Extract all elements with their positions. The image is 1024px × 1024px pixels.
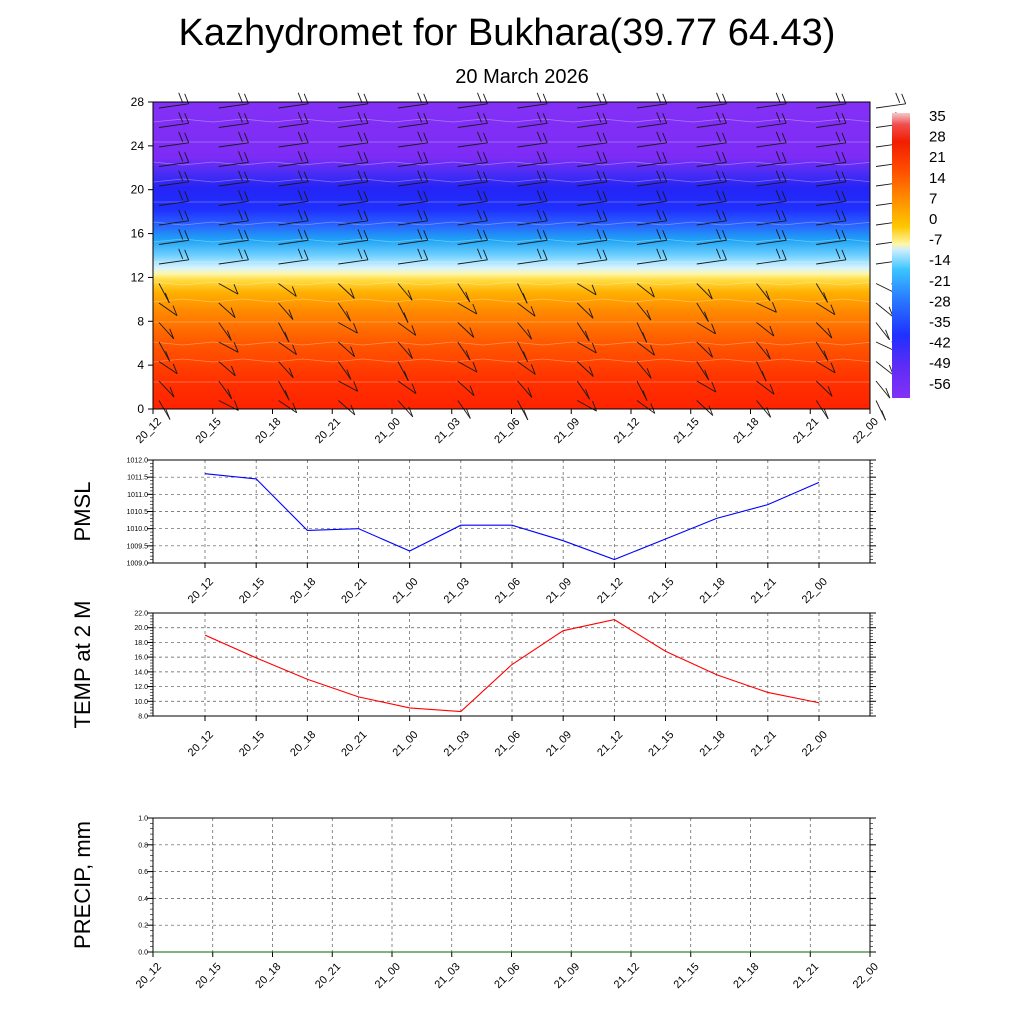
colorbar-label: 0: [929, 211, 938, 228]
heatmap-ytick-label: 28: [130, 95, 144, 109]
heatmap-xtick-label: 21_15: [671, 415, 702, 446]
precip-ylabel: PRECIP, mm: [70, 821, 95, 949]
heatmap-field: [153, 102, 870, 409]
colorbar-label: 35: [929, 108, 946, 125]
pmsl-ytick-label: 1010.5: [126, 509, 148, 516]
chart-title: Kazhydromet for Bukhara(39.77 64.43): [178, 12, 836, 54]
temp-xtick-label: 22_00: [799, 728, 830, 759]
heatmap-xtick-label: 20_15: [193, 415, 224, 446]
precip-xtick-label: 21_18: [731, 960, 762, 991]
temp-ylabel: TEMP at 2 M: [70, 600, 95, 729]
precip-xtick-label: 21_09: [552, 960, 583, 991]
pmsl-ytick-label: 1010.0: [126, 526, 148, 534]
pmsl-xtick-label: 21_06: [492, 575, 523, 606]
precip-xtick-label: 21_21: [791, 960, 822, 991]
pmsl-xtick-label: 20_12: [185, 575, 216, 606]
temp-xtick-label: 21_09: [543, 728, 575, 759]
chart-subtitle: 20 March 2026: [455, 66, 589, 88]
colorbar-label: -49: [929, 355, 951, 373]
precip-xtick-label: 20_21: [313, 960, 344, 991]
precip-xtick-label: 21_12: [611, 960, 642, 991]
pmsl-xtick-label: 21_09: [543, 575, 575, 606]
colorbar-label: -42: [929, 334, 951, 352]
pmsl-ytick-label: 1009.5: [126, 543, 148, 551]
pmsl-ytick-label: 1011.5: [127, 474, 148, 482]
temp-xtick-label: 21_06: [492, 728, 523, 759]
heatmap-ytick-label: 24: [130, 138, 144, 153]
precip-ytick-label: 0.2: [138, 922, 148, 930]
temp-ytick-label: 12.0: [134, 684, 148, 692]
heatmap-xtick-label: 21_03: [432, 415, 463, 446]
precip-xtick-label: 22_00: [850, 960, 881, 991]
heatmap-ytick-label: 8: [137, 314, 144, 329]
colorbar-label: -7: [929, 231, 943, 249]
precip-xtick-label: 21_15: [671, 960, 702, 991]
heatmap-ytick-label: 20: [130, 182, 144, 197]
temp-xtick-label: 21_00: [390, 728, 421, 759]
heatmap-ytick-label: 16: [130, 226, 144, 241]
heatmap-xtick-label: 20_18: [253, 415, 284, 446]
temp-ytick-label: 8.0: [138, 713, 148, 721]
temp-xtick-label: 21_12: [595, 728, 626, 759]
temp-ytick-label: 22.0: [134, 610, 148, 618]
temp-xtick-label: 20_15: [236, 728, 268, 759]
pmsl-xtick-label: 21_03: [441, 575, 472, 606]
temp-xtick-label: 21_21: [748, 728, 779, 759]
pmsl-ytick-label: 1009.0: [126, 560, 148, 568]
colorbar-label: -14: [929, 252, 951, 270]
pmsl-xtick-label: 21_21: [748, 575, 779, 606]
pmsl-ytick-label: 1012.0: [126, 457, 148, 465]
colorbar-label: -56: [929, 375, 951, 393]
precip-xtick-label: 20_15: [193, 960, 224, 991]
heatmap-xtick-label: 22_00: [850, 415, 881, 446]
precip-ytick-label: 0.0: [138, 949, 148, 957]
pmsl-xtick-label: 21_15: [646, 575, 677, 606]
heatmap-ytick-label: 0: [137, 402, 144, 416]
pmsl-xtick-label: 21_00: [390, 575, 421, 606]
temp-xtick-label: 20_21: [339, 728, 370, 759]
precip-ytick-label: 0.8: [138, 842, 148, 850]
colorbar: [892, 113, 910, 398]
temp-xtick-label: 21_03: [441, 728, 472, 759]
temp-xtick-label: 20_18: [288, 728, 319, 759]
temp-ytick-label: 16.0: [134, 654, 148, 662]
precip-ytick-label: 0.4: [138, 895, 148, 903]
colorbar-label: 14: [929, 169, 946, 187]
colorbar-label: -28: [929, 293, 951, 311]
colorbar-label: 21: [929, 149, 946, 167]
heatmap-xtick-label: 21_06: [492, 415, 523, 446]
heatmap-xtick-label: 20_12: [133, 415, 164, 446]
colorbar-label: 28: [929, 128, 946, 146]
temp-ytick-label: 18.0: [134, 639, 148, 647]
pmsl-plot-area: [153, 460, 870, 563]
colorbar-label: -21: [929, 272, 951, 290]
pmsl-ylabel: PMSL: [70, 481, 95, 542]
temp-ytick-label: 20.0: [134, 625, 148, 633]
heatmap-xtick-label: 21_18: [731, 415, 762, 446]
colorbar-label: 7: [929, 190, 938, 208]
pmsl-xtick-label: 20_18: [288, 575, 319, 606]
temp-xtick-label: 21_18: [697, 728, 728, 759]
pmsl-xtick-label: 21_18: [697, 575, 728, 606]
heatmap-xtick-label: 21_21: [791, 415, 822, 446]
precip-xtick-label: 20_18: [253, 960, 284, 991]
temp-ytick-label: 10.0: [134, 698, 148, 706]
pmsl-xtick-label: 21_12: [595, 575, 626, 606]
pmsl-ytick-label: 1011.0: [127, 491, 148, 499]
heatmap-xtick-label: 21_12: [611, 415, 642, 446]
precip-xtick-label: 21_03: [432, 960, 463, 991]
heatmap-ytick-label: 12: [130, 270, 144, 285]
heatmap-xtick-label: 21_09: [552, 415, 583, 446]
precip-ytick-label: 0.6: [138, 869, 148, 877]
heatmap-xtick-label: 21_00: [372, 415, 403, 446]
temp-xtick-label: 20_12: [185, 728, 216, 759]
pmsl-xtick-label: 20_21: [339, 575, 370, 606]
precip-xtick-label: 21_06: [492, 960, 523, 991]
temp-xtick-label: 21_15: [646, 728, 677, 759]
pmsl-xtick-label: 20_15: [236, 575, 268, 606]
precip-xtick-label: 20_12: [133, 960, 164, 991]
colorbar-label: -35: [929, 314, 951, 331]
heatmap-ytick-label: 4: [137, 358, 144, 373]
temp-ytick-label: 14.0: [134, 669, 148, 677]
pmsl-xtick-label: 22_00: [799, 575, 830, 606]
precip-xtick-label: 21_00: [372, 960, 403, 991]
heatmap-xtick-label: 20_21: [313, 415, 344, 446]
precip-ytick-label: 1.0: [138, 815, 148, 823]
